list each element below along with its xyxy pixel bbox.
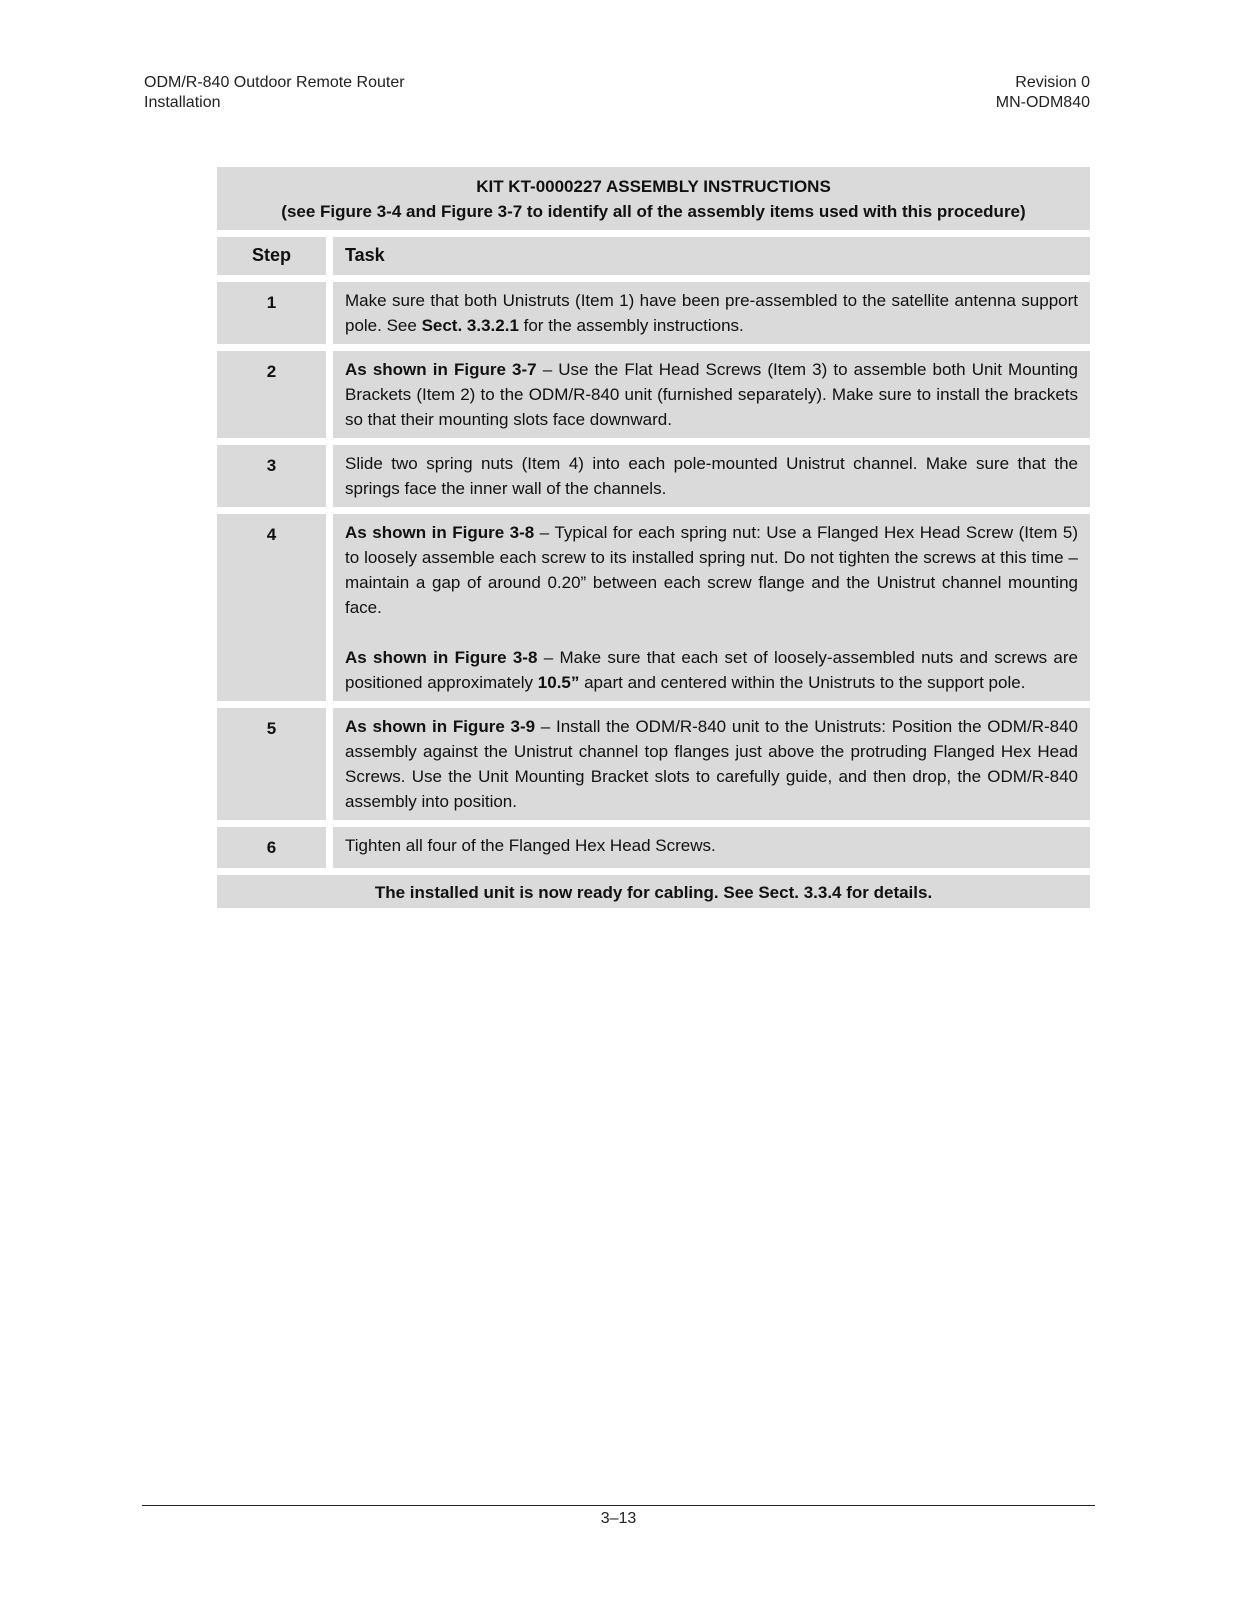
step-number: 2 xyxy=(217,351,333,438)
column-header-step: Step xyxy=(217,237,333,275)
running-header-left xyxy=(144,73,405,113)
document-title: ODM/R-840 Outdoor Remote Router xyxy=(144,74,405,91)
step-number: 1 xyxy=(217,282,333,344)
task-text: – Install the ODM/R-840 unit to the Unistruts: Position the ODM/R-840 assembly against the Unistrut channel top flanges just above the protruding Flanged Hex Head Screws. Use the Unit Mounting Bracket slots to carefully guide, and then drop, the ODM/R-840 assembly into position. xyxy=(345,717,1078,811)
table-row xyxy=(217,827,1090,868)
column-header-task: Task xyxy=(333,237,1090,275)
completion-note: The installed unit is now ready for cabling. See Sect. 3.3.4 for details. xyxy=(217,875,1090,908)
table-title-line1: KIT KT-0000227 ASSEMBLY INSTRUCTIONS xyxy=(476,177,831,196)
table-row xyxy=(217,445,1090,507)
table-row xyxy=(217,282,1090,344)
step-number: 6 xyxy=(217,827,333,868)
figure-reference: As shown in Figure 3-8 xyxy=(345,523,535,542)
task-text: – Make sure that each set of loosely-assembled nuts and screws are positioned approximately xyxy=(345,648,1078,692)
table-header-row xyxy=(217,237,1090,275)
table-title xyxy=(217,167,1090,230)
table-title-line2: (see Figure 3-4 and Figure 3-7 to identify all of the assembly items used with this procedure) xyxy=(281,202,1026,221)
task-text: Slide two spring nuts (Item 4) into each pole-mounted Unistrut channel. Make sure that the springs face the inner wall of the channels. xyxy=(345,454,1078,498)
page-number: 3–13 xyxy=(600,1510,637,1527)
task-text: Make sure that both Unistruts (Item 1) have been pre-assembled to the satellite antenna support pole. See xyxy=(345,291,1078,335)
figure-reference: As shown in Figure 3-7 xyxy=(345,360,537,379)
spacing-value: 10.5” xyxy=(537,673,580,692)
step-number: 3 xyxy=(217,445,333,507)
task-text: apart and centered within the Unistruts to the support pole. xyxy=(579,673,1026,692)
chapter-name: Installation xyxy=(144,94,221,111)
figure-reference: As shown in Figure 3-8 xyxy=(345,648,538,667)
footer-rule xyxy=(142,1505,1095,1506)
step-number: 4 xyxy=(217,514,333,701)
step-task xyxy=(333,282,1090,344)
step-task xyxy=(333,708,1090,820)
section-reference: Sect. 3.3.2.1 xyxy=(421,316,519,335)
step-task xyxy=(333,827,1090,868)
step-number: 5 xyxy=(217,708,333,820)
manual-number: MN-ODM840 xyxy=(995,94,1090,111)
running-header-right xyxy=(996,73,1090,113)
table-title-row xyxy=(217,167,1090,230)
revision-label: Revision 0 xyxy=(1015,74,1090,91)
step-task xyxy=(333,351,1090,438)
table-row xyxy=(217,708,1090,820)
task-text: – Typical for each spring nut: Use a Flanged Hex Head Screw (Item 5) to loosely assemble each screw to its installed spring nut. Do not tighten the screws at this time – maintain a gap of around 0.20” between each screw flange and the Unistrut channel mounting face. xyxy=(345,523,1078,617)
step-task xyxy=(333,445,1090,507)
figure-reference: As shown in Figure 3-9 xyxy=(345,717,536,736)
task-text: – Use the Flat Head Screws (Item 3) to assemble both Unit Mounting Brackets (Item 2) to the ODM/R-840 unit (furnished separately). Make sure to install the brackets so that their mounting slots face downward. xyxy=(345,360,1078,429)
table-footer-row xyxy=(217,875,1090,908)
table-row xyxy=(217,514,1090,701)
step-task xyxy=(333,514,1090,701)
assembly-instructions-table xyxy=(217,160,1090,915)
task-text: Tighten all four of the Flanged Hex Head Screws. xyxy=(345,836,716,855)
table-row xyxy=(217,351,1090,438)
task-text: for the assembly instructions. xyxy=(518,316,744,335)
